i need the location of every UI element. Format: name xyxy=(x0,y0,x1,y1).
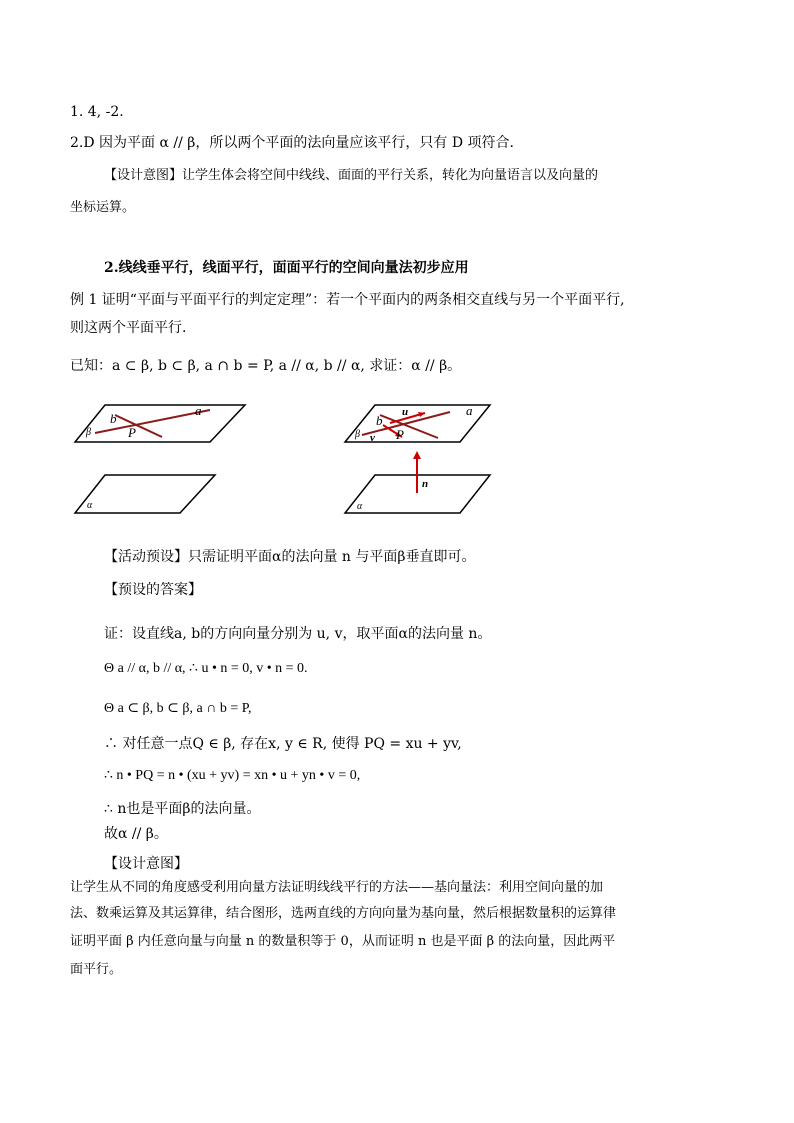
label-beta: β xyxy=(355,429,360,440)
example-given: 已知：a ⊂ β, b ⊂ β, a ∩ b = P, a // α, b // α, 求证：α // β。 xyxy=(70,358,462,374)
proof-line1: 证：设直线a, b的方向向量分别为 u, v，取平面α的法向量 n。 xyxy=(104,626,492,642)
label-u: u xyxy=(402,406,409,418)
proof-line6: ∴ n也是平面β的法向量。 xyxy=(104,801,261,817)
example-line1: 例 1 证明“平面与平面平行的判定定理”：若一个平面内的两条相交直线与另一个平面平行, xyxy=(70,292,625,308)
label-a: a xyxy=(195,403,202,418)
label-alpha: α xyxy=(87,500,93,511)
design-intent-text: 让学生体会将空间中线线、面面的平行关系，转化为向量语言以及向量的 xyxy=(182,168,599,183)
design-intent-2-line1: 让学生从不同的角度感受利用向量方法证明线线平行的方法——基向量法：利用空间向量的加 xyxy=(70,880,604,895)
design-intent-2-line3: 证明平面 β 内任意向量与向量 n 的数量积等于 0，从而证明 n 也是平面 β 的法向量，因此两平 xyxy=(70,934,616,949)
label-P: P xyxy=(396,427,404,442)
label-n: n xyxy=(422,478,429,490)
label-beta: β xyxy=(86,427,91,438)
design-intent-2-line2: 法、数乘运算及其运算律，结合图形，选两直线的方向向量为基向量，然后根据数量积的运算律 xyxy=(70,906,617,921)
example-line2: 则这两个平面平行. xyxy=(70,320,187,336)
label-a: a xyxy=(466,403,473,418)
answer-1: 1. 4, -2. xyxy=(70,104,124,120)
figure-right xyxy=(340,395,500,525)
proof-line2: Θ a // α, b // α, ∴ u • n = 0, v • n = 0. xyxy=(104,661,308,676)
label-b: b xyxy=(110,411,117,426)
proof-line5: ∴ n • PQ = n • (xu + yv) = xn • u + yn • v = 0, xyxy=(104,768,361,783)
proof-line7: 故α // β。 xyxy=(104,826,168,842)
label-alpha: α xyxy=(357,501,363,512)
activity-tag: 【活动预设】 xyxy=(104,549,188,565)
design-intent-1-line1 xyxy=(104,166,598,186)
design-intent-1-line2: 坐标运算。 xyxy=(70,200,136,215)
proof-line4: ∴ 对任意一点Q ∈ β, 存在x, y ∈ R, 使得 PQ = xu + yv, xyxy=(104,736,462,752)
figure-left xyxy=(70,395,250,525)
answer-2: 2.D 因为平面 α // β，所以两个平面的法向量应该平行，只有 D 项符合. xyxy=(70,135,514,151)
proof-line3: Θ a ⊂ β, b ⊂ β, a ∩ b = P, xyxy=(104,701,252,716)
design-intent-2-tag: 【设计意图】 xyxy=(104,856,188,872)
label-v: v xyxy=(370,432,375,444)
activity-preset xyxy=(104,547,475,567)
label-b: b xyxy=(376,413,383,428)
design-intent-2-line4: 面平行。 xyxy=(70,962,123,977)
label-P: P xyxy=(128,425,136,440)
design-intent-tag: 【设计意图】 xyxy=(104,168,183,183)
preset-answer-tag: 【预设的答案】 xyxy=(104,582,202,598)
section-heading: 2.线线垂平行，线面平行，面面平行的空间向量法初步应用 xyxy=(104,260,469,276)
activity-text: 只需证明平面α的法向量 n 与平面β垂直即可。 xyxy=(188,549,476,565)
